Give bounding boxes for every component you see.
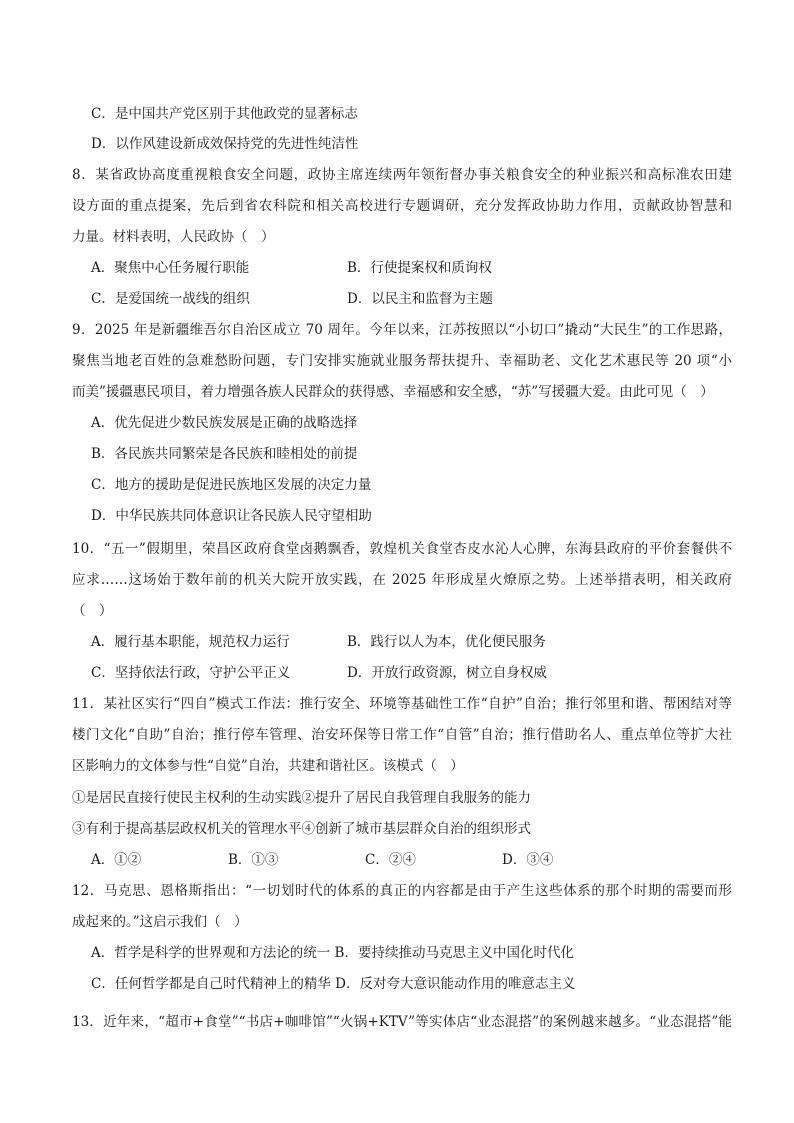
q8-option-a: A．聚焦中心任务履行职能 [91, 260, 250, 276]
q12-options-line-1: A．哲学是科学的世界观和方法论的统一 B．要持续推动马克思主义中国化时代化 [91, 945, 574, 961]
q10-option-b: B．践行以人为本，优化便民服务 [347, 634, 546, 650]
q12-stem-line-1: 12．马克思、恩格斯指出：“一切划时代的体系的真正的内容都是由于产生这些体系的那个时期的需要而形 [72, 883, 732, 899]
q7-option-c: C．是中国共产党区别于其他政党的显著标志 [91, 106, 358, 122]
q11-option-b: B．①③ [228, 852, 279, 868]
q8-options-row-1 [91, 258, 731, 278]
q11-option-a: A．①② [91, 852, 142, 868]
q10-stem-line-1: 10．“五一”假期里，荣昌区政府食堂卤鹅飘香，敦煌机关食堂杏皮水沁人心脾，东海县政府的平价套餐供不 [72, 541, 732, 557]
q10-option-a: A．履行基本职能，规范权力运行 [91, 634, 290, 650]
q12-stem-line-2: 成起来的。”这启示我们（ ） [72, 914, 248, 930]
q8-option-c: C．是爱国统一战线的组织 [91, 291, 250, 307]
q10-stem-line-3: （ ） [72, 603, 113, 619]
q10-options-row-2 [91, 663, 731, 683]
q12-options-line-2: C．任何哲学都是自己时代精神上的精华 D．反对夸大意识能动作用的唯意志主义 [91, 976, 576, 992]
q10-option-c: C．坚持依法行政，守护公平正义 [91, 665, 291, 681]
q8-option-b: B．行使提案权和质询权 [347, 260, 492, 276]
q9-stem-line-2: 聚焦当地老百姓的急难愁盼问题，专门安排实施就业服务帮扶提升、幸福助老、文化艺术惠民等 20 项“小 [72, 353, 732, 369]
q7-option-d: D．以作风建设新成效保持党的先进性纯洁性 [91, 136, 359, 152]
q9-option-d: D．中华民族共同体意识让各民族人民守望相助 [91, 508, 372, 524]
q11-options-row [91, 850, 639, 870]
q9-option-a: A．优先促进少数民族发展是正确的战略选择 [91, 415, 358, 431]
q11-items-line-2: ③有利于提高基层政权机关的管理水平④创新了城市基层群众自治的组织形式 [72, 821, 531, 837]
q8-options-row-2 [91, 289, 731, 309]
q11-stem-line-2: 楼门文化“自助”自治；推行停车管理、治安环保等日常工作“自管”自治；推行借助名人、重点单位等扩大社 [72, 727, 732, 743]
q11-option-c: C．②④ [365, 852, 416, 868]
q8-option-d: D．以民主和监督为主题 [347, 291, 493, 307]
q13-stem-line-1: 13．近年来，“超市+食堂”“书店+咖啡馆”“火锅+KTV”等实体店“业态混搭”的案例越来越多。“业态混搭”能 [72, 1014, 732, 1030]
q9-option-b: B．各民族共同繁荣是各民族和睦相处的前提 [91, 446, 358, 462]
q8-stem-line-2: 设方面的重点提案，先后到省农科院和相关高校进行专题调研，充分发挥政协助力作用，贡献政协智慧和 [72, 198, 732, 214]
q11-stem-line-3: 区影响力的文体参与性“自觉”自治，共建和谐社区。该模式（ ） [72, 758, 464, 774]
q10-options-row-1 [91, 632, 731, 652]
q11-option-d: D．③④ [502, 852, 554, 868]
q8-stem-line-1: 8．某省政协高度重视粮食安全问题，政协主席连续两年领衔督办事关粮食安全的种业振兴和高标准农田建 [72, 167, 732, 183]
q9-stem-line-1: 9．2025 年是新疆维吾尔自治区成立 70 周年。今年以来，江苏按照以“小切口”撬动“大民生”的工作思路， [72, 322, 732, 338]
q10-option-d: D．开放行政资源，树立自身权威 [347, 665, 547, 681]
q11-stem-line-1: 11．某社区实行“四自”模式工作法：推行安全、环境等基础性工作“自护”自治；推行邻里和谐、帮困结对等 [72, 696, 732, 712]
q8-stem-line-3: 力量。材料表明，人民政协（ ） [72, 229, 275, 245]
q9-option-c: C．地方的援助是促进民族地区发展的决定力量 [91, 477, 372, 493]
q10-stem-line-2: 应求……这场始于数年前的机关大院开放实践，在 2025 年形成星火燎原之势。上述举措表明，相关政府 [72, 572, 732, 588]
q11-items-line-1: ①是居民直接行使民主权利的生动实践②提升了居民自我管理自我服务的能力 [72, 790, 531, 806]
q9-stem-line-3: 而美”援疆惠民项目，着力增强各族人民群众的获得感、幸福感和安全感，“苏”写援疆大爱。由此可见（ ） [72, 384, 714, 400]
